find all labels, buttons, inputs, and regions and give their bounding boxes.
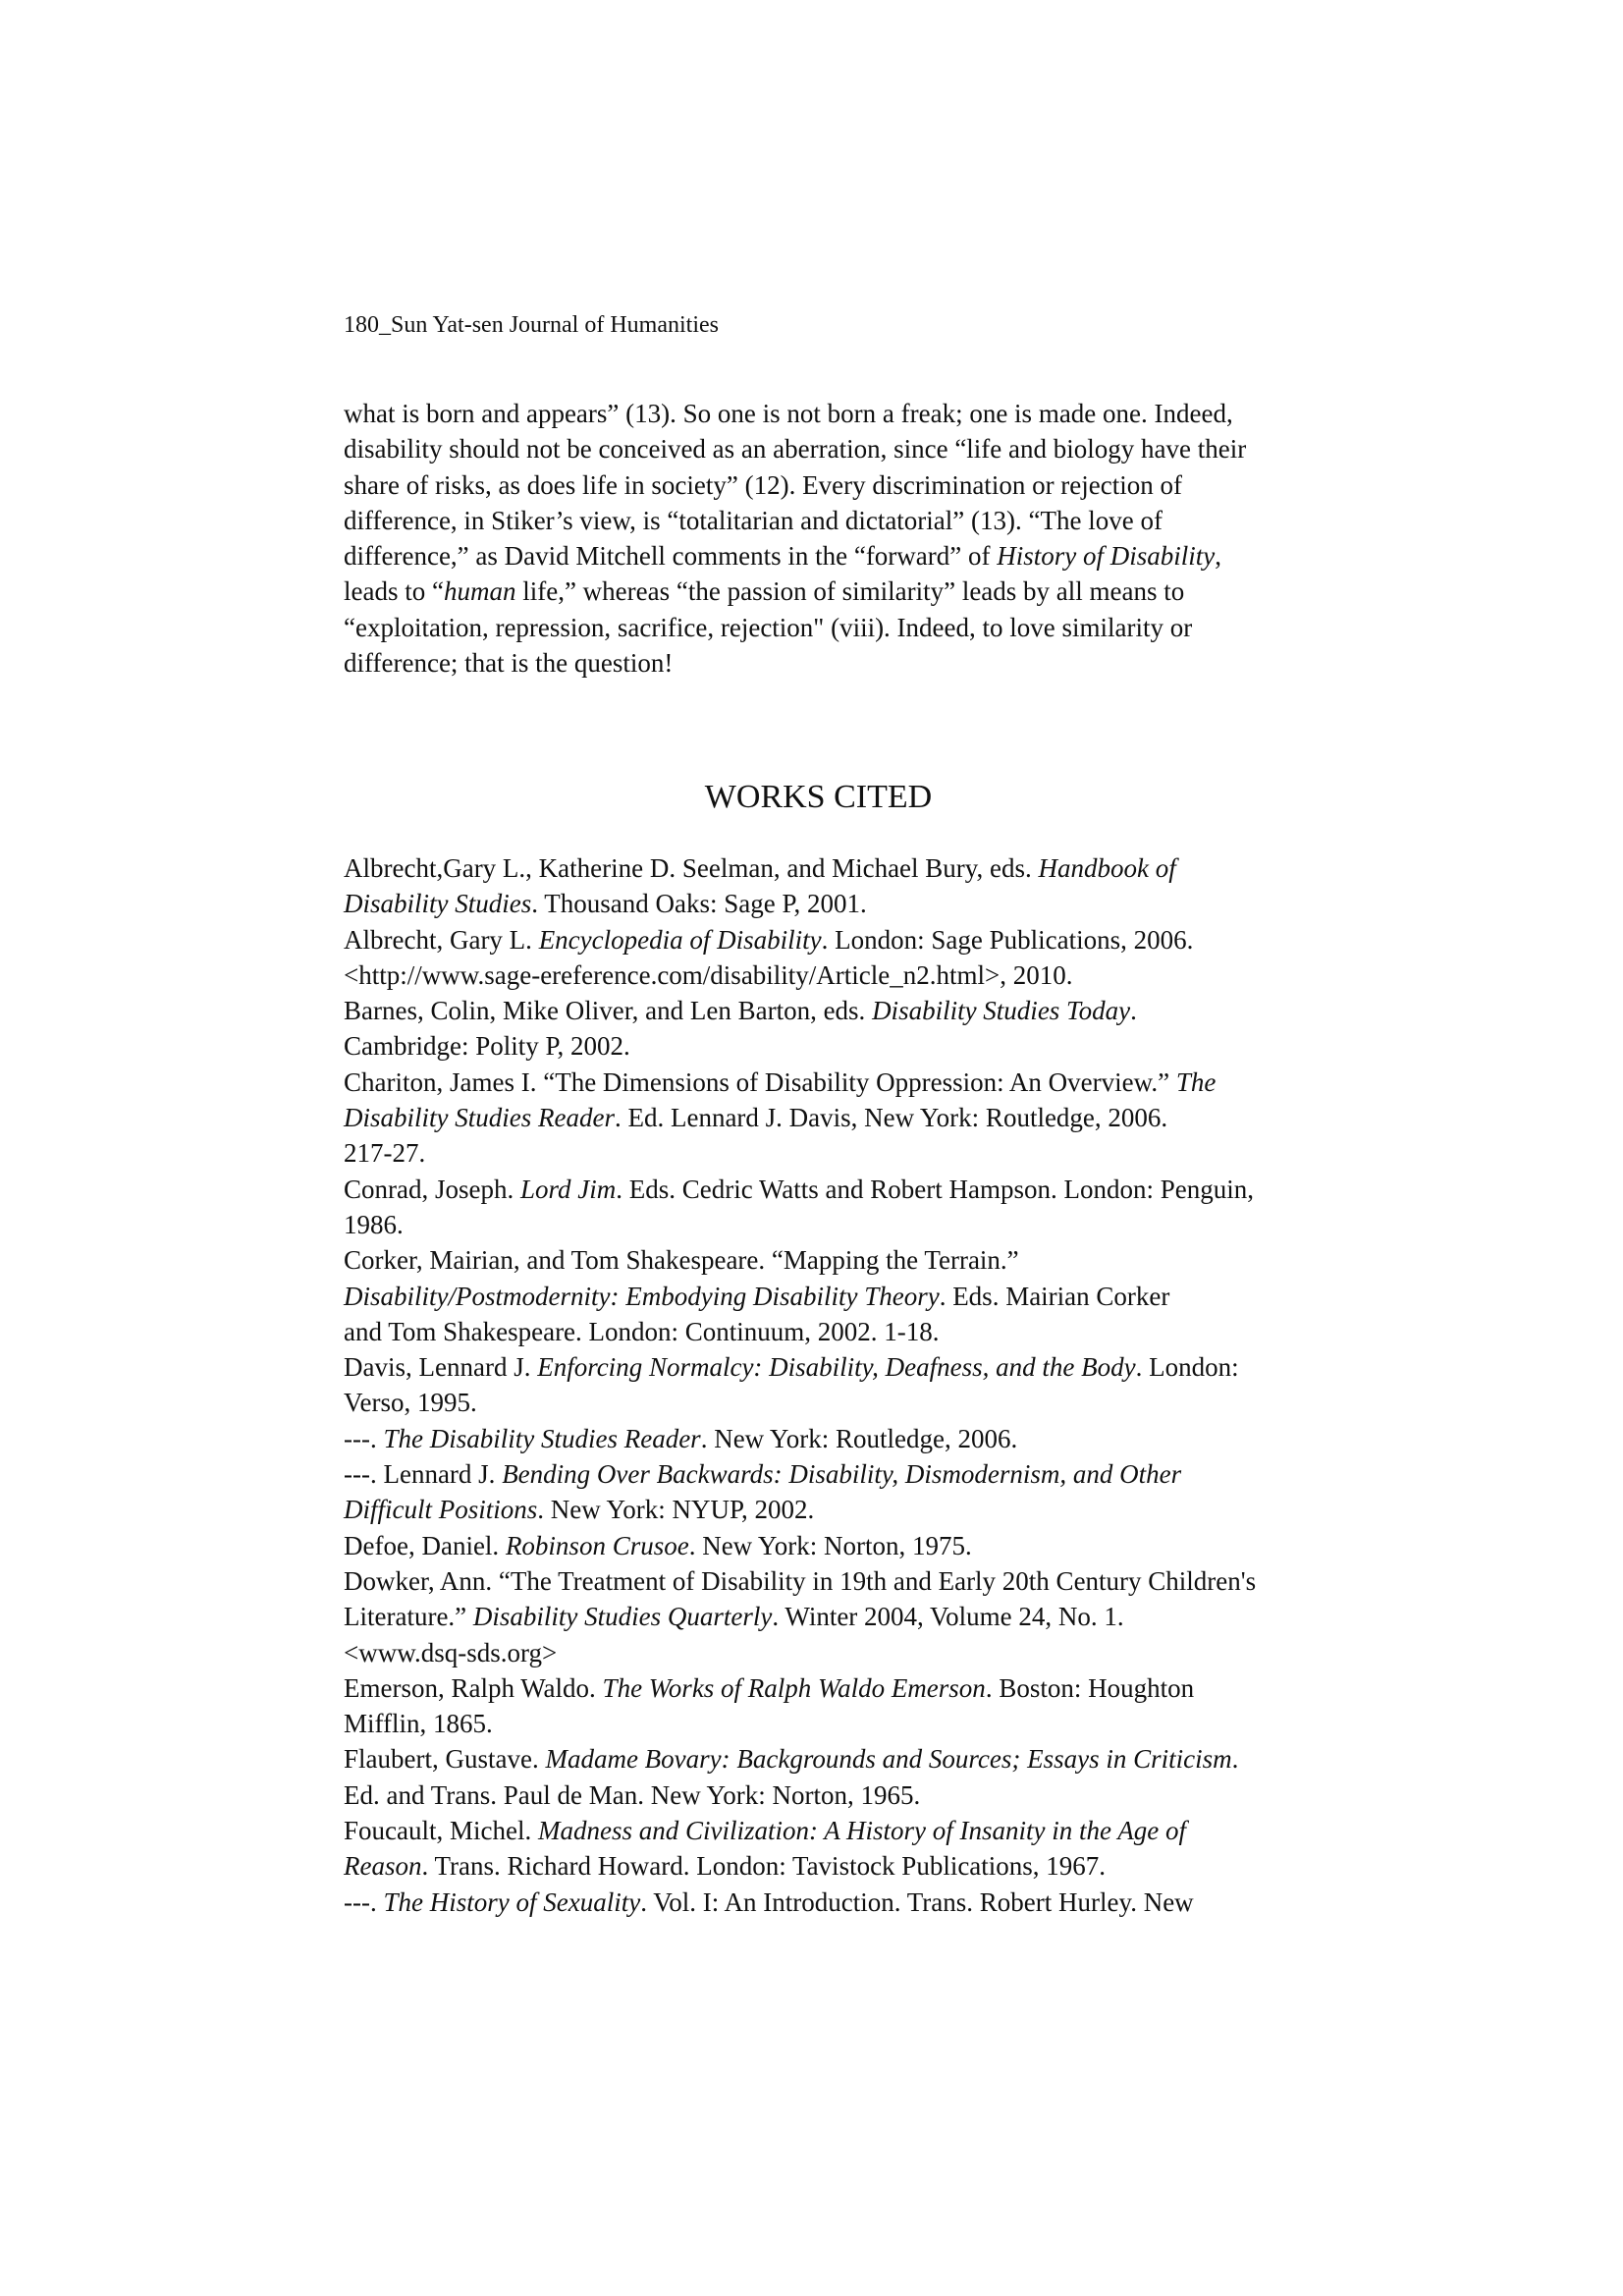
reference-line <box>344 1885 1306 1920</box>
reference-line <box>344 1670 1306 1706</box>
reference-entry <box>344 1885 1306 1920</box>
reference-line <box>344 922 1306 957</box>
reference-line <box>344 1563 1306 1599</box>
reference-title: The Disability Studies Reader <box>383 1423 701 1453</box>
reference-text: . London: Sage Publications, 2006. <box>821 924 1194 955</box>
reference-line <box>344 1385 1306 1420</box>
reference-line <box>344 1706 1306 1741</box>
reference-entry <box>344 1813 1306 1885</box>
reference-entry <box>344 1741 1306 1813</box>
reference-entry <box>344 1242 1306 1349</box>
reference-text: . Winter 2004, Volume 24, No. 1. <box>772 1602 1124 1632</box>
reference-text: Literature.” <box>344 1602 473 1632</box>
reference-text: ---. <box>344 1886 384 1917</box>
reference-text: Verso, 1995. <box>344 1388 477 1418</box>
reference-title: Disability Studies Today <box>872 996 1131 1026</box>
body-line: “exploitation, repression, sacrifice, rejection" (viii). Indeed, to love similarity or <box>344 612 1193 642</box>
reference-line <box>344 1599 1306 1634</box>
reference-text: Barnes, Colin, Mike Oliver, and Len Barton, eds. <box>344 996 873 1026</box>
reference-line <box>344 886 1306 921</box>
body-line: difference; that is the question! <box>344 648 674 679</box>
reference-line <box>344 1421 1306 1456</box>
reference-text: Corker, Mairian, and Tom Shakespeare. “Mapping the Terrain.” <box>344 1245 1019 1276</box>
body-text-run: , <box>1215 541 1221 572</box>
reference-text: . Trans. Richard Howard. London: Tavistock Publications, 1967. <box>421 1851 1107 1882</box>
reference-text: . Eds. Mairian Corker <box>939 1281 1170 1311</box>
reference-line <box>344 1848 1306 1884</box>
reference-line <box>344 1528 1306 1563</box>
reference-text: 217-27. <box>344 1138 426 1169</box>
emphasis: human <box>443 576 516 607</box>
reference-text: Flaubert, Gustave. <box>344 1744 546 1775</box>
running-head: 180_Sun Yat-sen Journal of Humanities <box>344 312 719 338</box>
reference-text: Defoe, Daniel. <box>344 1530 506 1560</box>
reference-title: Difficult Positions <box>344 1495 538 1525</box>
reference-text: . Ed. Lennard J. Davis, New York: Routledge, 2006. <box>614 1103 1168 1133</box>
reference-title: Madame Bovary: Backgrounds and Sources; Essays in Criticism <box>545 1744 1232 1775</box>
reference-title: The History of Sexuality <box>383 1886 641 1917</box>
reference-entry <box>344 1670 1306 1742</box>
reference-line <box>344 1492 1306 1527</box>
reference-line <box>344 1242 1306 1278</box>
reference-line <box>344 1813 1306 1848</box>
book-title: History of Disability <box>997 541 1216 572</box>
reference-entry <box>344 993 1306 1065</box>
reference-text: Emerson, Ralph Waldo. <box>344 1672 603 1703</box>
body-text-run: leads to “ <box>344 576 444 607</box>
reference-text: <www.dsq-sds.org> <box>344 1637 558 1667</box>
reference-line <box>344 1100 1306 1135</box>
reference-title: Lord Jim <box>519 1174 617 1204</box>
reference-title: Handbook of <box>1038 853 1176 883</box>
reference-text: . <box>1130 996 1137 1026</box>
reference-title: Enforcing Normalcy: Disability, Deafness, and the Body <box>537 1352 1136 1383</box>
reference-text: 1986. <box>344 1209 404 1239</box>
reference-text: . New York: Norton, 1975. <box>688 1530 972 1560</box>
reference-title: Madness and Civilization: A History of Insanity in the Age of <box>537 1816 1186 1846</box>
reference-text: Chariton, James I. “The Dimensions of Disability Oppression: An Overview.” <box>344 1066 1176 1097</box>
reference-line <box>344 1741 1306 1777</box>
reference-line <box>344 957 1306 993</box>
reference-text: Ed. and Trans. Paul de Man. New York: Norton, 1965. <box>344 1779 921 1810</box>
reference-line <box>344 1207 1306 1242</box>
reference-line <box>344 1135 1306 1171</box>
body-line <box>344 574 1293 609</box>
reference-title: Bending Over Backwards: Disability, Dismodernism, and Other <box>502 1459 1182 1490</box>
reference-entry <box>344 1421 1306 1456</box>
reference-text: . Vol. I: An Introduction. Trans. Robert Hurley. New <box>640 1886 1194 1917</box>
reference-text: Albrecht, Gary L. <box>344 924 539 955</box>
works-cited-heading: WORKS CITED <box>704 779 933 815</box>
reference-line <box>344 1172 1306 1207</box>
reference-list <box>344 850 1306 1920</box>
reference-line <box>344 1279 1306 1314</box>
reference-text: . Eds. Cedric Watts and Robert Hampson. London: Penguin, <box>616 1174 1255 1204</box>
body-text-run: life,” whereas “the passion of similarity” leads by all means to <box>515 576 1185 607</box>
body-line <box>344 538 1293 574</box>
reference-line <box>344 1349 1306 1385</box>
reference-entry <box>344 850 1306 922</box>
reference-text: . New York: NYUP, 2002. <box>537 1495 815 1525</box>
body-line: share of risks, as does life in society” (12). Every discrimination or rejection of <box>344 469 1182 500</box>
reference-line <box>344 850 1306 886</box>
reference-title: Disability Studies <box>344 889 532 919</box>
reference-text: Mifflin, 1865. <box>344 1709 493 1739</box>
reference-text: Foucault, Michel. <box>344 1816 538 1846</box>
reference-entry <box>344 1528 1306 1563</box>
reference-text: . London: <box>1135 1352 1239 1383</box>
reference-text: . Boston: Houghton <box>985 1672 1195 1703</box>
reference-text: Albrecht,Gary L., Katherine D. Seelman, and Michael Bury, eds. <box>344 853 1039 883</box>
reference-text: . Thousand Oaks: Sage P, 2001. <box>531 889 867 919</box>
reference-text: Cambridge: Polity P, 2002. <box>344 1031 630 1062</box>
reference-line <box>344 1314 1306 1349</box>
reference-entry <box>344 1065 1306 1172</box>
reference-line <box>344 1028 1306 1064</box>
reference-text: and Tom Shakespeare. London: Continuum, 2002. 1-18. <box>344 1316 940 1346</box>
reference-entry <box>344 1172 1306 1243</box>
reference-line <box>344 1777 1306 1813</box>
body-text-run: difference,” as David Mitchell comments in the “forward” of <box>344 541 998 572</box>
body-line: disability should not be conceived as an aberration, since “life and biology have their <box>344 434 1247 465</box>
reference-line <box>344 1065 1306 1100</box>
reference-text: Dowker, Ann. “The Treatment of Disability in 19th and Early 20th Century Children's <box>344 1565 1257 1596</box>
reference-line <box>344 993 1306 1028</box>
reference-text: Davis, Lennard J. <box>344 1352 538 1383</box>
reference-title: The Works of Ralph Waldo Emerson <box>602 1672 986 1703</box>
reference-line <box>344 1456 1306 1492</box>
reference-title: Disability/Postmodernity: Embodying Disability Theory <box>344 1281 940 1311</box>
reference-title: Encyclopedia of Disability <box>538 924 822 955</box>
reference-entry <box>344 1456 1306 1528</box>
body-line: difference, in Stiker’s view, is “totalitarian and dictatorial” (13). “The love of <box>344 505 1163 535</box>
reference-entry <box>344 922 1306 994</box>
reference-line <box>344 1635 1306 1670</box>
reference-text: Conrad, Joseph. <box>344 1174 520 1204</box>
reference-text: ---. <box>344 1423 384 1453</box>
reference-title: Disability Studies Quarterly <box>472 1602 773 1632</box>
reference-text: <http://www.sage-ereference.com/disability/Article_n2.html>, 2010. <box>344 959 1073 990</box>
reference-text: ---. Lennard J. <box>344 1459 503 1490</box>
reference-title: Robinson Crusoe <box>505 1530 689 1560</box>
reference-text: . <box>1231 1744 1239 1775</box>
reference-title: The <box>1175 1066 1217 1097</box>
reference-entry <box>344 1563 1306 1670</box>
body-line: what is born and appears” (13). So one is not born a freak; one is made one. Indeed, <box>344 399 1233 428</box>
body-paragraph <box>344 396 1293 681</box>
reference-title: Reason <box>344 1851 422 1882</box>
reference-title: Disability Studies Reader <box>344 1103 615 1133</box>
reference-text: . New York: Routledge, 2006. <box>700 1423 1018 1453</box>
reference-entry <box>344 1349 1306 1421</box>
